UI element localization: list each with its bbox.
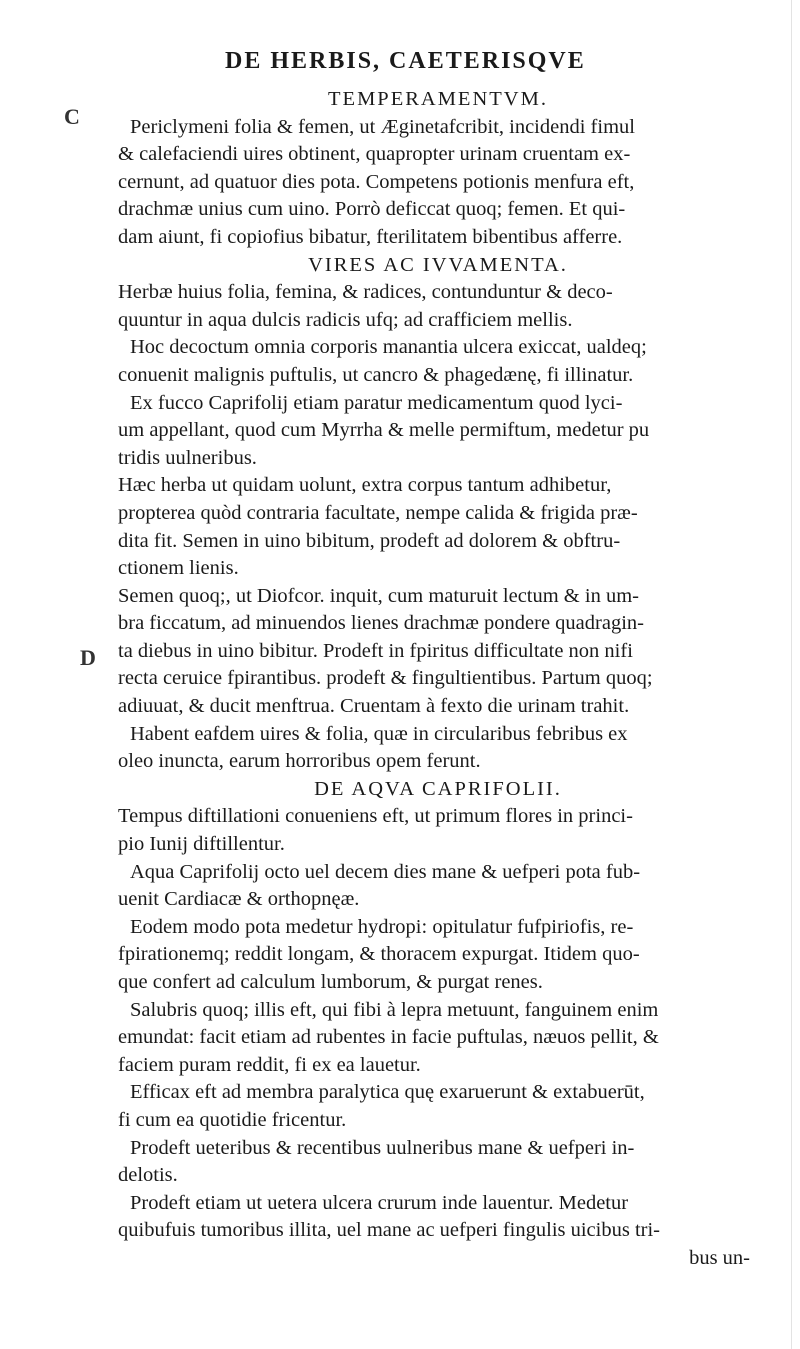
text-line: drachmæ unius cum uino. Porrò deficcat quoq; femen. Et qui-	[118, 198, 626, 221]
text-line: faciem puram reddit, fi ex ea lauetur.	[118, 1053, 421, 1076]
text-line: Salubris quoq; illis eft, qui fibi à lepra metuunt, fanguinem enim	[130, 998, 659, 1021]
section-heading: TEMPERAMENTVM.	[328, 88, 548, 110]
text-line: Hoc decoctum omnia corporis manantia ulcera exiccat, ualdeq;	[130, 336, 647, 359]
text-line: delotis.	[118, 1164, 178, 1187]
text-line: que confert ad calculum lumborum, & purgat renes.	[118, 971, 543, 993]
text-line: quuntur in aqua dulcis radicis ufq; ad crafficiem mellis.	[118, 308, 573, 331]
text-line: Efficax eft ad membra paralytica quę exaruerunt & extabuerūt,	[130, 1081, 645, 1104]
text-line: Tempus diftillationi conueniens eft, ut primum flores in princi-	[118, 805, 633, 828]
text-line: bus un-	[689, 1246, 750, 1269]
text-line: & calefaciendi uires obtinent, quapropter urinam cruentam ex-	[118, 143, 631, 166]
text-line: fpirationemq; reddit longam, & thoracem expurgat. Itidem quo-	[118, 943, 640, 966]
text-line: ta diebus in uino bibitur. Prodeft in fpiritus difficultate non nifi	[118, 639, 633, 662]
text-line: dita fit. Semen in uino bibitum, prodeft ad dolorem & obftru-	[118, 529, 621, 552]
body-text	[118, 86, 758, 1273]
text-line: uenit Cardiacæ & orthopnęæ.	[118, 888, 360, 911]
text-line: Periclymeni folia & femen, ut Æginetafcribit, incidendi fimul	[130, 115, 635, 138]
text-line: Habent eafdem uires & folia, quæ in circularibus febribus ex	[130, 722, 628, 745]
text-line: Ex fucco Caprifolij etiam paratur medicamentum quod lyci-	[130, 391, 623, 414]
text-line: tridis uulneribus.	[118, 446, 257, 469]
text-line: Prodeft etiam ut uetera ulcera crurum inde lauentur. Medetur	[130, 1191, 629, 1214]
text-line: recta ceruice fpirantibus. prodeft & fingultientibus. Partum quoq;	[118, 667, 653, 690]
text-line: Herbæ huius folia, femina, & radices, contunduntur & deco-	[118, 281, 613, 304]
text-line: Aqua Caprifolij octo uel decem dies mane & uefperi pota fub-	[130, 860, 641, 883]
text-line: oleo inuncta, earum horroribus opem ferunt.	[118, 750, 481, 773]
text-line: bra ficcatum, ad minuendos lienes drachmæ pondere quadragin-	[118, 612, 644, 635]
text-line: cernunt, ad quatuor dies pota. Competens potionis menfura eft,	[118, 170, 635, 193]
margin-letter-d: D	[80, 645, 96, 670]
text-line: Hæc herba ut quidam uolunt, extra corpus tantum adhibetur,	[118, 474, 612, 497]
text-line: dam aiunt, fi copiofius bibatur, fterilitatem bibentibus afferre.	[118, 225, 623, 248]
page-edge	[791, 0, 792, 1349]
text-line: conuenit malignis puftulis, ut cancro & phagedænę, fi illinatur.	[118, 363, 634, 386]
text-line: fi cum ea quotidie fricentur.	[118, 1108, 347, 1131]
section-heading: VIRES AC IVVAMENTA.	[308, 253, 568, 276]
text-line: Eodem modo pota medetur hydropi: opitulatur fufpiriofis, re-	[130, 915, 634, 938]
running-head: DE HERBIS, CAETERISQVE	[225, 48, 586, 74]
text-line: quibufuis tumoribus illita, uel mane ac uefperi fingulis uicibus tri-	[118, 1219, 660, 1242]
text-line: Prodeft ueteribus & recentibus uulneribus mane & uefperi in-	[130, 1136, 635, 1159]
section-heading: DE AQVA CAPRIFOLII.	[314, 777, 562, 800]
text-line: Semen quoq;, ut Diofcor. inquit, cum maturuit lectum & in um-	[118, 584, 639, 607]
text-line: ctionem lienis.	[118, 557, 239, 580]
text-line: adiuuat, & ducit menftrua. Cruentam à fexto die urinam trahit.	[118, 695, 630, 718]
text-line: propterea quòd contraria facultate, nempe calida & frigida præ-	[118, 501, 638, 524]
text-line: um appellant, quod cum Myrrha & melle permiftum, medetur pu	[118, 419, 650, 442]
margin-letter-c: C	[64, 104, 80, 129]
text-line: emundat: facit etiam ad rubentes in facie puftulas, næuos pellit, &	[118, 1026, 659, 1049]
text-line: pio Iunij diftillentur.	[118, 833, 285, 856]
